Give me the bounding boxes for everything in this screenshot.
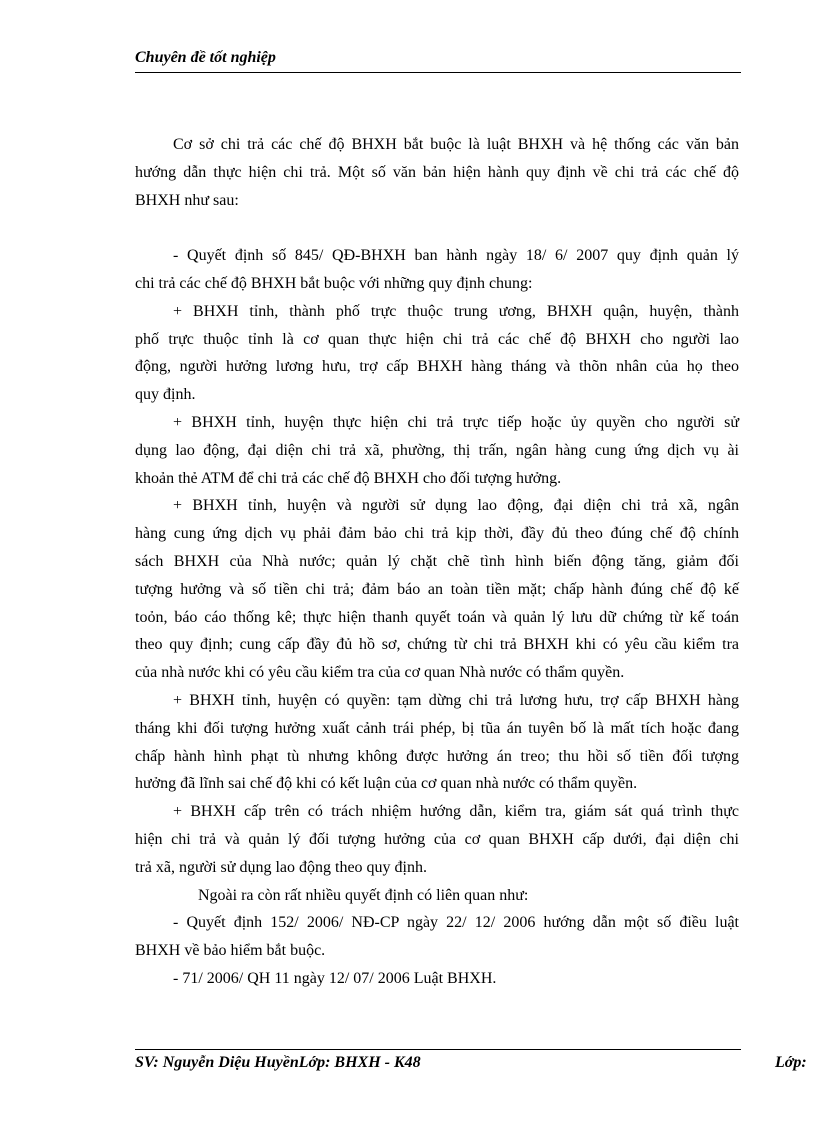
text-line: hiện chi trả và quản lý đối tượng hưởng của cơ quan BHXH cấp dưới, đại diện chi	[135, 830, 739, 848]
document-body	[135, 131, 739, 993]
text-line: phố trực thuộc tỉnh là cơ quan thực hiện chi trả các chế độ BHXH cho người lao	[135, 330, 739, 348]
paragraph	[135, 492, 739, 687]
text-line: - Quyết định số 845/ QĐ-BHXH ban hành ngày 18/ 6/ 2007 quy định quản lý	[173, 247, 739, 265]
text-line: hướng dẫn thực hiện chi trả. Một số văn bản hiện hành quy định về chi trả các chế độ	[135, 163, 739, 181]
paragraph	[135, 131, 739, 214]
text-line: + BHXH tỉnh, huyện có quyền: tạm dừng chi trả lương hưu, trợ cấp BHXH hàng	[173, 691, 739, 709]
header-divider	[135, 72, 741, 73]
text-line: của nhà nước khi có yêu cầu kiểm tra của cơ quan Nhà nước có thẩm quyền.	[135, 664, 625, 682]
text-line: + BHXH tỉnh, huyện thực hiện chi trả trực tiếp hoặc ủy quyền cho người sử	[173, 413, 739, 431]
text-line: + BHXH cấp trên có trách nhiệm hướng dẫn, kiểm tra, giám sát quá trình thực	[173, 803, 739, 821]
text-line: động, người hưởng lương hưu, trợ cấp BHXH hàng tháng và thõn nhân của họ theo	[135, 358, 739, 376]
text-line: hưởng đã lĩnh sai chế độ khi có kết luận của cơ quan nhà nước có thẩm quyền.	[135, 775, 638, 793]
footer-class-label: Lớp:	[775, 1054, 807, 1071]
paragraph	[135, 298, 739, 409]
text-line: BHXH như sau:	[135, 191, 239, 209]
paragraph	[135, 242, 739, 298]
text-line: quy định.	[135, 386, 196, 404]
text-line: chi trả các chế độ BHXH bắt buộc với những quy định chung:	[135, 274, 533, 292]
page-header-title: Chuyên đề tốt nghiệp	[135, 49, 276, 66]
text-line: + BHXH tỉnh, huyện và người sử dụng lao động, đại diện chi trả xã, ngân	[173, 497, 739, 515]
footer-divider	[135, 1049, 741, 1050]
paragraph	[135, 909, 739, 965]
text-line: chấp hành hình phạt tù nhưng không được hưởng án treo; thu hồi số tiền đối tượng	[135, 747, 739, 765]
text-line: - 71/ 2006/ QH 11 ngày 12/ 07/ 2006 Luật BHXH.	[173, 969, 497, 987]
text-line: - Quyết định 152/ 2006/ NĐ-CP ngày 22/ 12/ 2006 hướng dẫn một số điều luật	[173, 914, 739, 932]
text-line: dụng lao động, đại diện chi trả xã, phường, thị trấn, ngân hàng cung ứng dịch vụ ài	[135, 441, 739, 459]
text-line: + BHXH tỉnh, thành phố trực thuộc trung ương, BHXH quận, huyện, thành	[173, 302, 739, 320]
blank-line	[135, 214, 739, 242]
text-line: toỏn, báo cáo thống kê; thực hiện thanh quyết toán và quản lý lưu dữ chứng từ kế toán	[135, 608, 739, 626]
text-line: tượng hưởng và số tiền chi trả; đảm báo an toàn tiền mặt; chấp hành đúng chế độ kế	[135, 580, 739, 598]
paragraph	[135, 409, 739, 492]
text-line: khoản thẻ ATM để chi trả các chế độ BHXH cho đối tượng hưởng.	[135, 469, 562, 487]
text-line: trả xã, người sử dụng lao động theo quy định.	[135, 858, 427, 876]
text-line: sách BHXH của Nhà nước; quản lý chặt chẽ tình hình biến động tăng, giảm đối	[135, 552, 739, 570]
paragraph	[135, 798, 739, 881]
paragraph	[135, 882, 739, 910]
text-line: BHXH về bảo hiểm bắt buộc.	[135, 942, 326, 960]
text-line: tháng khi đối tượng hưởng xuất cảnh trái phép, bị tũa án tuyên bố là mất tích hoặc đang	[135, 719, 739, 737]
text-line: theo quy định; cung cấp đầy đủ hồ sơ, chứng từ chi trả BHXH khi có yêu cầu kiểm tra	[135, 636, 739, 654]
footer-student-info: SV: Nguyễn Diệu HuyềnLớp: BHXH - K48	[135, 1054, 421, 1071]
text-line: Cơ sở chi trả các chế độ BHXH bắt buộc là luật BHXH và hệ thống các văn bản	[173, 136, 739, 153]
paragraph	[135, 965, 739, 993]
text-line: hàng cung ứng dịch vụ phải đảm bảo chi trả kịp thời, đầy đủ theo đúng chế độ chính	[135, 525, 739, 543]
text-line: Ngoài ra còn rất nhiều quyết định có liên quan như:	[198, 886, 529, 904]
paragraph	[135, 687, 739, 798]
